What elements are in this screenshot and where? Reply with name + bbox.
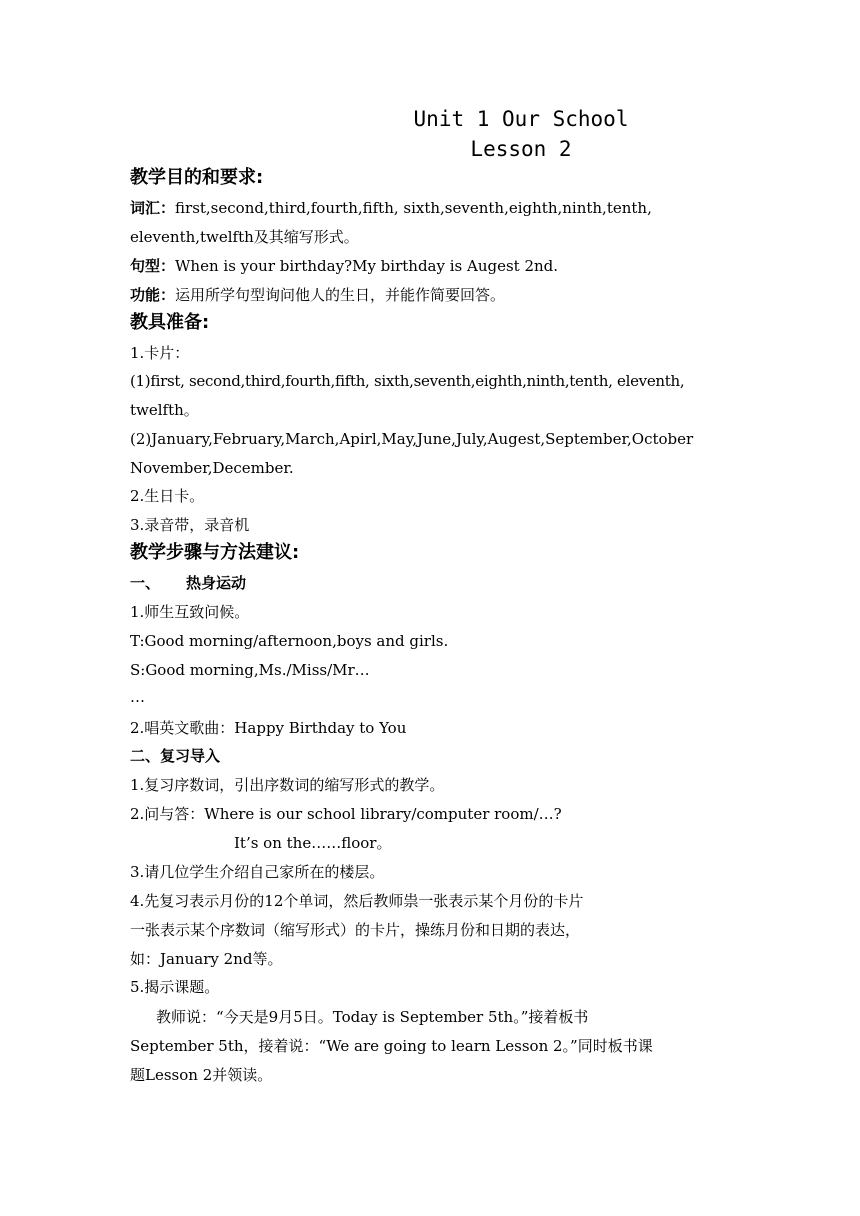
materials-item-1a-line-2: twelfth。 [130,401,199,419]
pattern-text: When is your birthday?My birthday is Augest 2nd. [175,257,559,275]
part2-line-11: 题Lesson 2并领读。 [130,1066,273,1084]
materials-heading: 教具准备: [130,312,210,333]
part1-line-4: … [130,688,145,706]
part2-line-6: 一张表示某个序数词（缩写形式）的卡片，操练月份和日期的表达， [130,921,581,939]
part2-line-8: 5.揭示课题。 [130,978,220,996]
function-label: 功能： [130,286,176,304]
part2-line-4: 3.请几位学生介绍自己家所在的楼层。 [130,863,385,881]
part2-heading: 二、复习导入 [130,747,221,765]
part2-line-1: 1.复习序数词，引出序数词的缩写形式的教学。 [130,776,445,794]
materials-item-1b-line-1: (2)January,February,March,Apirl,May,June,July,Augest,September,October [130,430,694,448]
vocab-label: 词汇： [130,199,176,217]
vocab-line-1 [130,198,652,218]
part2-line-3: It’s on the……floor。 [234,834,392,852]
steps-heading: 教学步骤与方法建议: [130,542,300,563]
materials-item-1: 1.卡片： [130,344,190,362]
materials-item-1b-line-2: November,December. [130,459,294,477]
document-subtitle: Lesson 2 [470,137,572,161]
vocab-text-1: first,second,third,fourth,fifth, sixth,seventh,eighth,ninth,tenth, [175,199,652,217]
part1-line-1: 1.师生互致问候。 [130,603,250,621]
materials-item-2: 2.生日卡。 [130,487,205,505]
materials-item-3: 3.录音带，录音机 [130,516,250,534]
part1-number: 一、 [130,574,161,592]
objectives-heading: 教学目的和要求: [130,167,264,188]
part2-line-2: 2.问与答：Where is our school library/computer room/…? [130,805,562,823]
part1-line-5: 2.唱英文歌曲：Happy Birthday to You [130,719,407,737]
part1-line-3: S:Good morning,Ms./Miss/Mr… [130,661,370,679]
pattern-label: 句型： [130,257,176,275]
part1-line-2: T:Good morning/afternoon,boys and girls. [130,632,449,650]
part2-line-9: 教师说：“今天是9月5日。Today is September 5th。”接着板书 [156,1008,589,1026]
part2-line-5: 4.先复习表示月份的12个单词，然后教师祟一张表示某个月份的卡片 [130,892,584,910]
part2-line-7: 如：January 2nd等。 [130,950,283,968]
pattern-line [130,256,558,276]
function-line [130,285,505,305]
function-text: 运用所学句型询问他人的生日，并能作简要回答。 [175,286,506,304]
vocab-line-2: eleventh,twelfth及其缩写形式。 [130,228,359,246]
part2-line-10: September 5th，接着说：“We are going to learn Lesson 2。”同时板书课 [130,1037,653,1055]
document-title: Unit 1 Our School [413,107,629,131]
part1-label: 热身运动 [186,574,247,592]
part1-heading [130,573,246,593]
materials-item-1a-line-1: (1)first, second,third,fourth,fifth, sixth,seventh,eighth,ninth,tenth, eleventh, [130,372,685,390]
